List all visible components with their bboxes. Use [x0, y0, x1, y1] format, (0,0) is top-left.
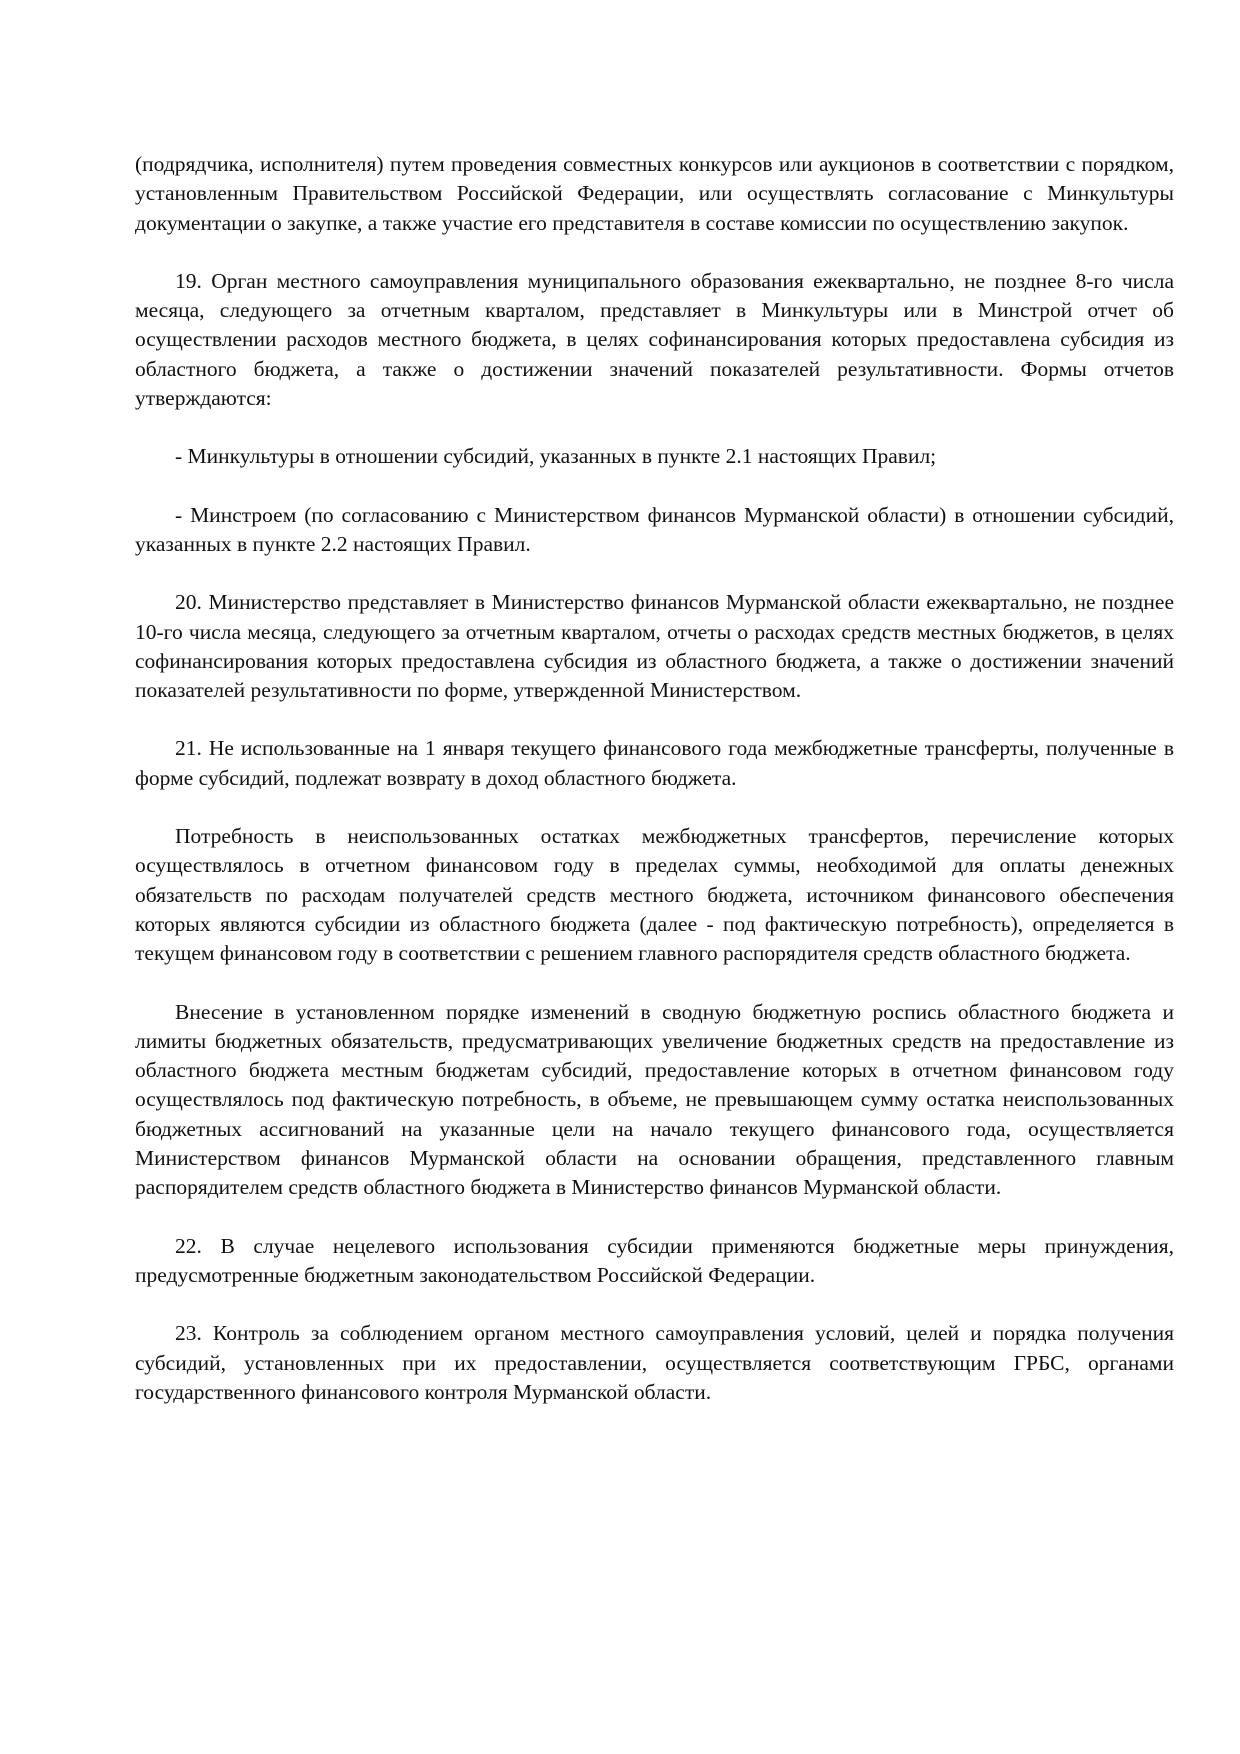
paragraph-23: 23. Контроль за соблюдением органом местного самоуправления условий, целей и порядка получения субсидий, установленных при их предоставлении, осуществляется соответствующим ГРБС, органами государственного финансового контроля Мурманской области. — [135, 1321, 1174, 1404]
paragraph-19-list-item-1: - Минкультуры в отношении субсидий, указанных в пункте 2.1 настоящих Правил; — [175, 444, 937, 469]
paragraph-21-need: Потребность в неиспользованных остатках межбюджетных трансфертов, перечисление которых осуществлялось в отчетном финансовом году в пределах суммы, необходимой для оплаты денежных обязательств по расходам получателей средств местного бюджета, источником финансового обеспечения которых являются субсидии из областного бюджета (далее - под фактическую потребность), определяется в текущем финансовом году в соответствии с решением главного распорядителя средств областного бюджета. — [135, 824, 1174, 966]
paragraph-21: 21. Не использованные на 1 января текущего финансового года межбюджетные трансферты, полученные в форме субсидий, подлежат возврату в доход областного бюджета. — [135, 736, 1174, 790]
document-page — [135, 150, 1174, 1436]
paragraph-20: 20. Министерство представляет в Министерство финансов Мурманской области ежеквартально, не позднее 10-го числа месяца, следующего за отчетным кварталом, отчеты о расходах средств местных бюджетов, в целях софинансирования которых предоставлена субсидия из областного бюджета, а также о достижении значений показателей результативности по форме, утвержденной Министерством. — [135, 590, 1174, 703]
paragraph-18-continued: (подрядчика, исполнителя) путем проведения совместных конкурсов или аукционов в соответствии с порядком, установленным Правительством Российской Федерации, или осуществлять согласование с Минкультуры документации о закупке, а также участие его представителя в составе комиссии по осуществлению закупок. — [135, 152, 1174, 235]
paragraph-21-changes: Внесение в установленном порядке изменений в сводную бюджетную роспись областного бюджета и лимиты бюджетных обязательств, предусматривающих увеличение бюджетных средств на предоставление из областного бюджета местным бюджетам субсидий, предоставление которых в отчетном финансовом году осуществлялось под фактическую потребность, в объеме, не превышающем сумму остатка неиспользованных бюджетных ассигнований на указанные цели на начало текущего финансового года, осуществляется Министерством финансов Мурманской области на основании обращения, представленного главным распорядителем средств областного бюджета в Министерство финансов Мурманской области. — [135, 999, 1174, 1200]
paragraph-22: 22. В случае нецелевого использования субсидии применяются бюджетные меры принуждения, предусмотренные бюджетным законодательством Российской Федерации. — [135, 1233, 1174, 1287]
paragraph-19: 19. Орган местного самоуправления муниципального образования ежеквартально, не позднее 8-го числа месяца, следующего за отчетным кварталом, представляет в Минкультуры или в Минстрой отчет об осуществлении расходов местного бюджета, в целях софинансирования которых предоставлена субсидия из областного бюджета, а также о достижении значений показателей результативности. Формы отчетов утверждаются: — [135, 268, 1174, 411]
paragraph-19-list-item-2: - Минстроем (по согласованию с Министерством финансов Мурманской области) в отношении субсидий, указанных в пункте 2.2 настоящих Правил. — [135, 502, 1174, 556]
